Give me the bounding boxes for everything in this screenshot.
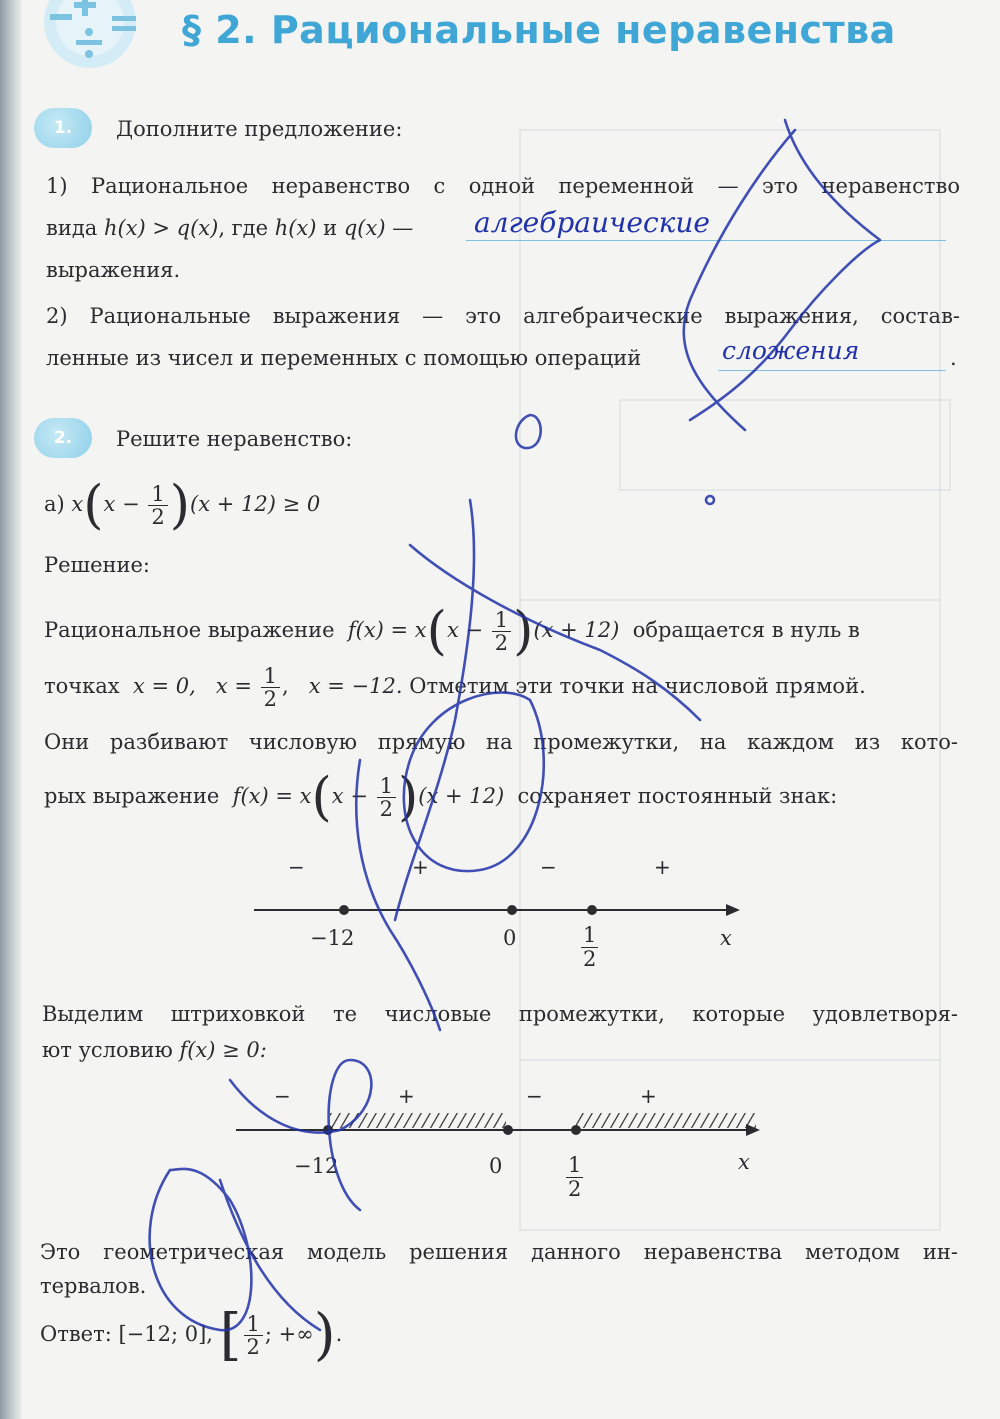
interval-sign: − bbox=[526, 1084, 543, 1108]
text-line: выражения. bbox=[46, 258, 181, 282]
tick-label: −12 bbox=[294, 1154, 339, 1178]
point-one-half bbox=[587, 905, 597, 915]
interval-sign: + bbox=[654, 855, 671, 879]
text-line: 2) Рациональные выражения — это алгебраические выражения, состав- bbox=[46, 304, 960, 328]
text-line: ют условию f(x) ≥ 0: bbox=[42, 1038, 267, 1062]
fraction-one-half: $\frac{1}{2}$ bbox=[492, 609, 511, 654]
point-minus-12 bbox=[323, 1125, 333, 1135]
fraction-one-half: $\frac{1}{2}$ bbox=[148, 483, 167, 528]
tick-label: −12 bbox=[310, 926, 355, 950]
inequality: а) x(x − $\frac{1}{2}$ )(x + 12) ≥ 0 bbox=[44, 475, 321, 536]
handwritten-answer-2: сложения bbox=[722, 336, 860, 365]
fraction-one-half: $\frac{1}{2}$ bbox=[261, 665, 280, 710]
text-line: ленные из чисел и переменных с помощью операций bbox=[46, 346, 642, 370]
interval-sign: − bbox=[540, 855, 557, 879]
answer-blank-1[interactable] bbox=[466, 240, 946, 241]
text-line: тервалов. bbox=[40, 1274, 147, 1298]
tick-label-fraction: $\frac{1}{2}$ bbox=[583, 923, 597, 972]
hatched-interval-1 bbox=[330, 1113, 506, 1128]
axis-variable: x bbox=[720, 926, 732, 950]
interval-sign: − bbox=[288, 855, 305, 879]
tick-label: 0 bbox=[503, 926, 517, 950]
text-line: Выделим штриховкой те числовые промежутки, которые удовлетворя- bbox=[42, 1002, 958, 1026]
task-heading: Решите неравенство: bbox=[116, 427, 353, 451]
text-line: Они разбивают числовую прямую на промежутки, на каждом из кото- bbox=[44, 730, 958, 754]
text-line: . bbox=[950, 346, 957, 370]
point-one-half bbox=[571, 1125, 581, 1135]
text-line: вида h(x) > q(x), где h(x) и q(x) — bbox=[46, 216, 414, 240]
handwritten-answer-1: алгебраические bbox=[474, 206, 710, 239]
answer-blank-2[interactable] bbox=[718, 370, 946, 371]
text-line: 1) Рациональное неравенство с одной переменной — это неравенство bbox=[46, 174, 960, 198]
task-number-badge: 2. bbox=[34, 418, 92, 458]
solution-label: Решение: bbox=[44, 553, 151, 577]
interval-sign: + bbox=[412, 855, 429, 879]
interval-sign: + bbox=[398, 1084, 415, 1108]
page-title: § 2. Рациональные неравенства bbox=[182, 8, 896, 52]
text-line: Это геометрическая модель решения данного неравенства методом ин- bbox=[40, 1240, 958, 1264]
task-heading: Дополните предложение: bbox=[116, 117, 403, 141]
answer-line: Ответ: [−12; 0], [ $\frac{1}{2}$ ; +∞). bbox=[40, 1302, 343, 1368]
fraction-one-half: $\frac{1}{2}$ bbox=[244, 1313, 263, 1358]
hatched-interval-2 bbox=[576, 1113, 756, 1128]
number-line-1 bbox=[250, 890, 750, 930]
text-line: Рациональное выражение f(x) = x(x − $\frac{1}{2}$ )(x + 12) обращается в нуль в bbox=[44, 601, 860, 662]
task-number-badge: 1. bbox=[34, 108, 92, 148]
point-minus-12 bbox=[339, 905, 349, 915]
tick-label: 0 bbox=[489, 1154, 503, 1178]
fraction-one-half: $\frac{1}{2}$ bbox=[377, 775, 396, 820]
axis-variable: x bbox=[738, 1150, 750, 1174]
point-zero bbox=[503, 1125, 513, 1135]
page-edge-shadow bbox=[0, 0, 22, 1419]
tick-label-fraction: $\frac{1}{2}$ bbox=[568, 1153, 582, 1202]
number-line-2-hatched bbox=[232, 1110, 772, 1150]
text-line: рых выражение f(x) = x(x − $\frac{1}{2}$ )(x + 12) сохраняет постоянный знак: bbox=[44, 767, 838, 828]
plus-minus-equals-icon bbox=[30, 0, 170, 90]
text-line: точках x = 0, x = $\frac{1}{2}$ , x = −12. Отметим эти точки на числовой прямой. bbox=[44, 663, 866, 711]
interval-sign: + bbox=[640, 1084, 657, 1108]
point-zero bbox=[507, 905, 517, 915]
interval-sign: − bbox=[274, 1084, 291, 1108]
